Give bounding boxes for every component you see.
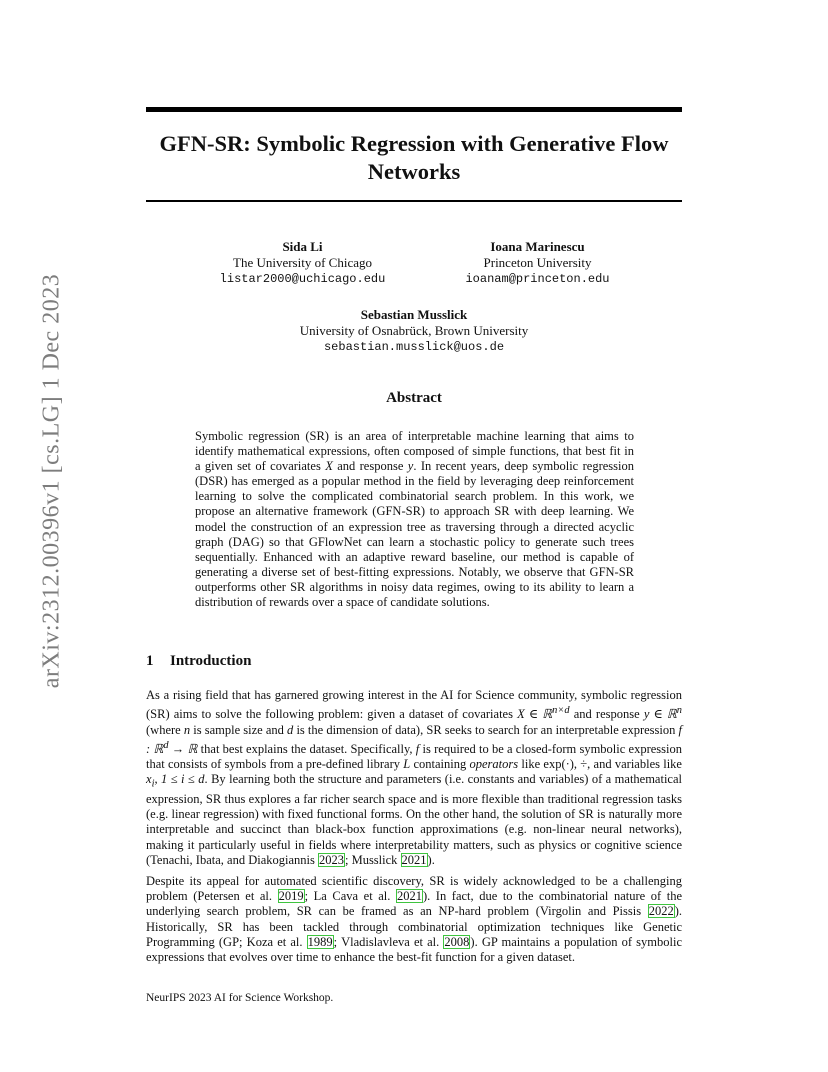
math-symbol: X: [325, 459, 333, 474]
author-block-1: [200, 239, 405, 287]
math-subscript: i: [151, 778, 155, 790]
math-inline: X ∈ ℝ: [517, 707, 553, 722]
text-run: is sample size and: [190, 722, 288, 737]
author-affiliation: The University of Chicago: [233, 255, 372, 270]
author-name: Ioana Marinescu: [490, 239, 585, 254]
citation-link[interactable]: 2008: [444, 934, 470, 949]
text-run: As a rising field that has garnered growing interest in the AI for Science community, symbolic regression (SR) aims to solve the following problem: given a dataset of covariates: [146, 688, 682, 722]
arxiv-identifier-stamp: arXiv:2312.00396v1 [cs.LG] 1 Dec 2023: [38, 273, 65, 689]
math-inline: n: [183, 722, 191, 737]
intro-paragraph-1: [146, 688, 682, 868]
author-block-3: [244, 307, 584, 355]
math-symbol: y: [407, 459, 414, 474]
text-run: is the dimension of data), SR seeks to search for an interpretable expression: [293, 722, 679, 737]
paper-title: [146, 130, 682, 186]
math-inline: exp(·), ÷,: [543, 757, 591, 772]
citation-link[interactable]: 2023: [318, 852, 344, 867]
citation-link[interactable]: 2021: [401, 852, 427, 867]
author-email[interactable]: ioanam@princeton.edu: [465, 272, 610, 286]
math-inline: f: [415, 741, 420, 756]
math-superscript: n×d: [552, 705, 570, 717]
author-affiliation: University of Osnabrück, Brown University: [299, 323, 529, 338]
author-name: Sebastian Musslick: [360, 307, 468, 322]
section-heading-introduction: [146, 653, 251, 670]
text-run: ; Musslick: [344, 852, 401, 867]
text-run: and variables like: [590, 757, 682, 772]
author-name: Sida Li: [282, 239, 323, 254]
section-number: 1: [146, 653, 154, 669]
author-block-2: [430, 239, 645, 287]
citation-link[interactable]: 2022: [648, 904, 674, 919]
section-title: Introduction: [170, 653, 252, 669]
text-run: ). Historically, SR has been tackled through combinatorial optimization techniques like Genetic Programming (GP; Koza et al.: [146, 904, 682, 949]
math-inline: d: [287, 722, 294, 737]
text-run: ).: [427, 852, 435, 867]
footer-venue-note: NeurIPS 2023 AI for Science Workshop.: [146, 992, 334, 1004]
citation-link[interactable]: 2021: [396, 889, 422, 904]
text-run: (where: [146, 722, 184, 737]
text-run: ; Vladislavleva et al.: [333, 934, 444, 949]
math-inline: y ∈ ℝ: [643, 707, 677, 722]
math-inline: f : ℝ: [146, 722, 682, 756]
text-run: is required to be a closed-form symbolic expression that consists of symbols from a pre-defined library: [146, 741, 682, 772]
text-run: ). GP maintains a population of symbolic expressions that evolves over time to enhance the best-fit function for a given dataset.: [146, 934, 682, 965]
text-run: and response: [569, 707, 644, 722]
citation-link[interactable]: 1989: [307, 934, 333, 949]
math-inline: x: [146, 772, 152, 787]
math-inline: L: [403, 757, 411, 772]
title-line-1: GFN-SR: Symbolic Regression with Generative Flow: [159, 131, 669, 156]
citation-link[interactable]: 2019: [278, 889, 304, 904]
emphasis-operators: operators: [469, 757, 519, 772]
title-bottom-rule: [146, 200, 682, 202]
text-run: that best explains the dataset. Specifically,: [197, 741, 416, 756]
text-run: like: [518, 757, 544, 772]
abstract-heading: Abstract: [386, 390, 442, 406]
text-run: . By learning both the structure and parameters (i.e. constants and variables) of a mathematical expression, SR thus explores a far richer search space and is more flexible than traditional regression tasks (e.g. linear regression) with fixed functional forms. On the other hand, the solution of SR is naturally more interpretable and succinct than black-box function approximations (e.g. non-linear neural networks), making it particularly useful in fields where interpretability matters, such as physics or cognitive science (Tenachi, Ibata, and Diakogiannis: [146, 772, 682, 867]
author-affiliation: Princeton University: [483, 255, 592, 270]
title-line-2: Networks: [367, 159, 461, 184]
author-email[interactable]: listar2000@uchicago.edu: [219, 272, 386, 286]
math-inline: → ℝ: [168, 741, 198, 756]
text-run: containing: [410, 757, 470, 772]
text-run: Despite its appeal for automated scientific discovery, SR is widely acknowledged to be a challenging problem (Petersen et al.: [146, 874, 682, 904]
math-inline: , 1 ≤ i ≤ d: [154, 772, 205, 787]
math-superscript: n: [676, 705, 682, 717]
title-top-rule: [146, 107, 682, 112]
author-email[interactable]: sebastian.musslick@uos.de: [323, 340, 505, 354]
abstract-text-run: and response: [332, 459, 408, 474]
abstract-text: [195, 429, 634, 610]
abstract-text-run: . In recent years, deep symbolic regression (DSR) has emerged as a popular method in the field by leveraging deep reinforcement learning to solve the complicated combinatorial search problem. In this work, we propose an alternative framework (GFN-SR) to approach SR with deep learning. We model the construction of an expression tree as traversing through a directed acyclic graph (DAG) so that GFlowNet can learn a stochastic policy to generate such trees sequentially. Enhanced with an adaptive reward baseline, our method is capable of generating a diverse set of best-fitting expressions. Notably, we observe that GFN-SR outperforms other SR algorithms in noisy data regimes, owing to its ability to learn a distribution of rewards over a space of candidate solutions.: [195, 459, 634, 610]
text-run: ). In fact, due to the combinatorial nature of the underlying search problem, SR can be framed as an NP-hard problem (Virgolin and Pissis: [146, 889, 682, 919]
abstract-text-run: Symbolic regression (SR) is an area of interpretable machine learning that aims to identify mathematical expressions, often composed of simple functions, that best fit in a given set of covariates: [195, 429, 634, 474]
math-superscript: d: [163, 739, 169, 751]
text-run: ; La Cava et al.: [304, 889, 396, 904]
intro-paragraph-2: [146, 874, 682, 965]
